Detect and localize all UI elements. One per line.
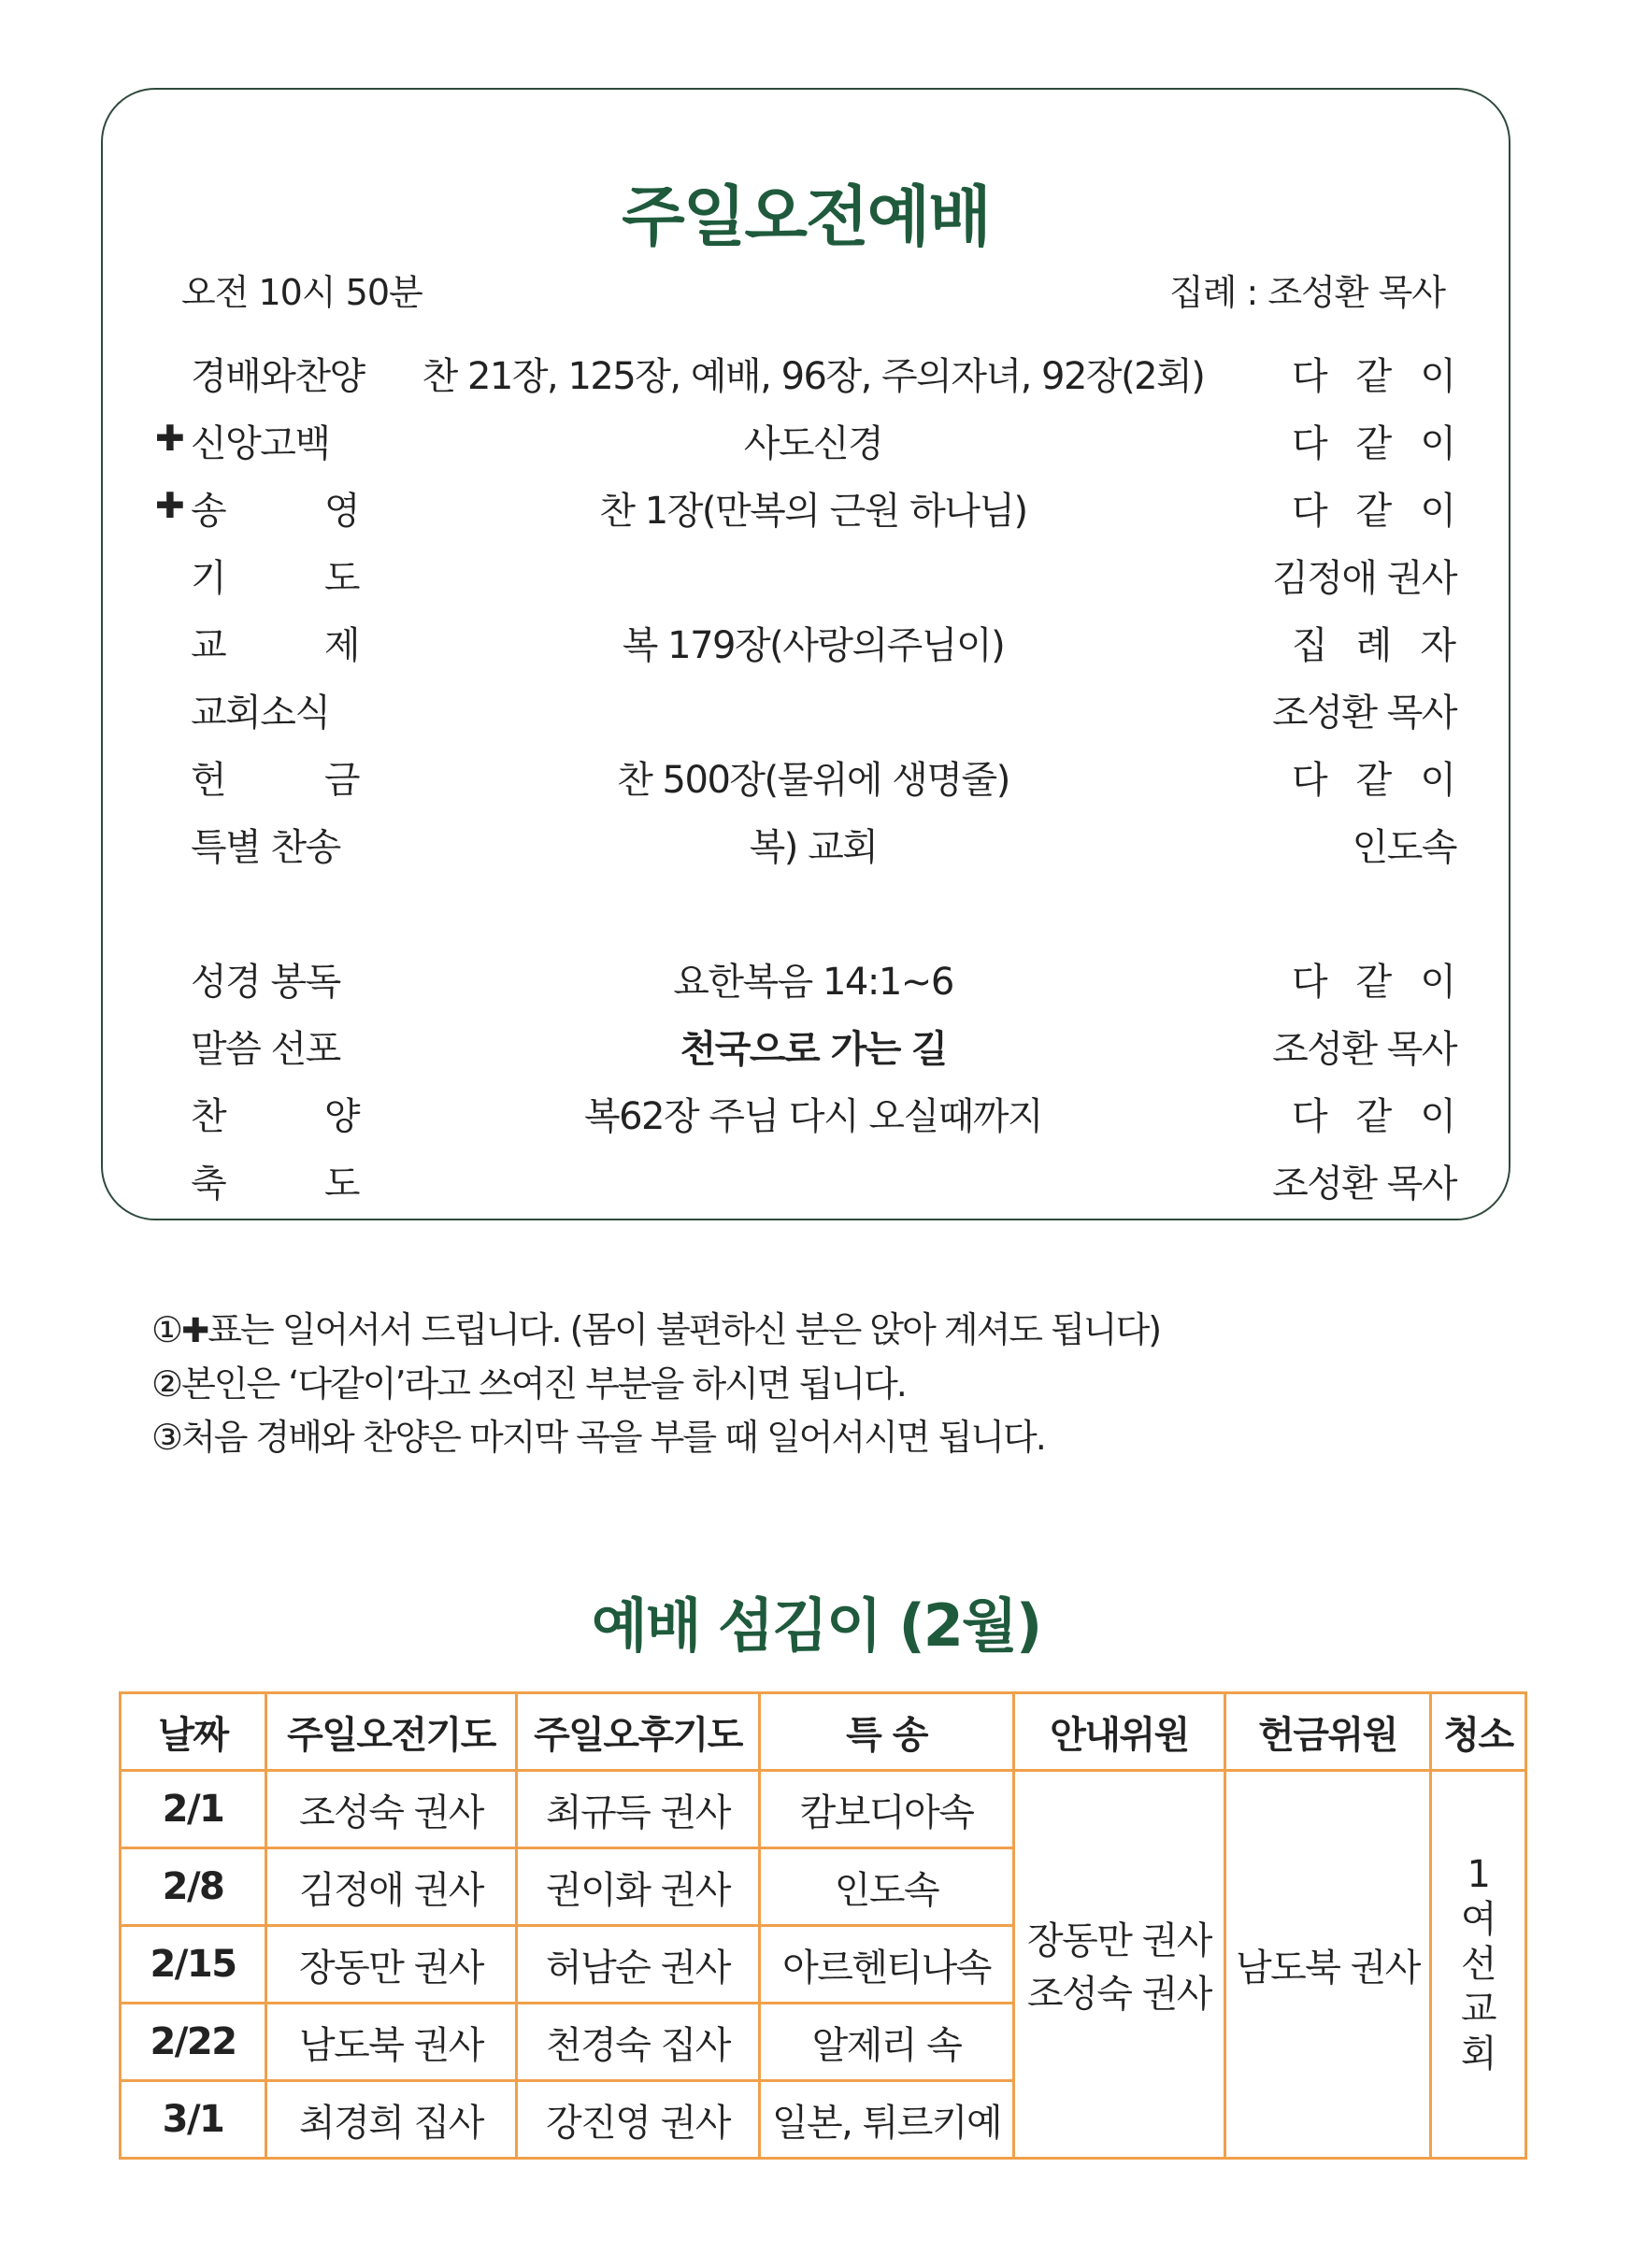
order-label: 교 제 <box>191 624 359 667</box>
special-song-cell: 일본, 튀르키예 <box>760 2081 1014 2159</box>
date-cell: 2/15 <box>121 1926 266 2004</box>
order-person: 다 같 이 <box>1292 422 1456 465</box>
afternoon-prayer-cell: 허남순 권사 <box>517 1926 760 2004</box>
order-label: 송 영 <box>191 490 359 533</box>
offering-cell: 남도북 권사 <box>1225 1771 1431 2159</box>
morning-prayer-cell: 조성숙 권사 <box>266 1771 517 1848</box>
order-label: 찬 양 <box>191 1095 359 1138</box>
order-content: 사도신경 <box>743 422 883 465</box>
sermon-title: 천국으로 가는 길 <box>680 1028 947 1071</box>
order-row-creed <box>103 414 1509 470</box>
order-row-offering <box>103 750 1509 806</box>
service-notes <box>151 1304 1160 1464</box>
order-person: 조성환 목사 <box>1272 1028 1456 1071</box>
order-content: 복 179장(사랑의주님이) <box>622 624 1005 667</box>
order-person: 조성환 목사 <box>1272 692 1456 735</box>
cross-icon: ✚ <box>181 1312 208 1350</box>
order-person: 집 례 자 <box>1292 624 1456 667</box>
order-content: 찬 21장, 125장, 예배, 96장, 주의자녀, 92장(2회) <box>422 355 1205 398</box>
service-leader: 집례 : 조성환 목사 <box>1169 272 1445 313</box>
note-2: ②본인은 ‘다같이’라고 쓰여진 부분을 하시면 됩니다. <box>151 1363 906 1405</box>
service-title: 주일오전예배 <box>622 178 990 255</box>
header-offering: 헌금위원 <box>1225 1693 1431 1771</box>
order-row-scripture <box>103 952 1509 1008</box>
order-label: 경배와찬양 <box>191 355 365 398</box>
afternoon-prayer-cell: 최규득 권사 <box>517 1771 760 1848</box>
order-person: 다 같 이 <box>1292 490 1456 533</box>
order-content: 복) 교회 <box>749 826 878 869</box>
date-cell: 2/8 <box>121 1848 266 1926</box>
order-row-doxology <box>103 481 1509 537</box>
cross-icon: ✚ <box>155 485 184 526</box>
afternoon-prayer-cell: 강진영 권사 <box>517 2081 760 2159</box>
header-ushers: 안내위원 <box>1014 1693 1225 1771</box>
cross-icon: ✚ <box>155 418 184 459</box>
order-content: 복62장 주님 다시 오실때까지 <box>583 1095 1043 1138</box>
order-row-benediction <box>103 1154 1509 1210</box>
order-label: 기 도 <box>191 557 359 600</box>
order-content: 요한복음 14:1~6 <box>673 961 953 1004</box>
roster-header-row <box>121 1693 1526 1771</box>
service-order-box <box>101 88 1510 1220</box>
date-cell: 2/1 <box>121 1771 266 1848</box>
roster-title: 예배 섬김이 (2월) <box>591 1591 1041 1660</box>
roster-table <box>119 1691 1527 2160</box>
order-person: 다 같 이 <box>1292 355 1456 398</box>
note-3: ③처음 경배와 찬양은 마지막 곡을 부를 때 일어서시면 됩니다. <box>151 1417 1045 1458</box>
table-row <box>121 1771 1526 1848</box>
order-person: 조성환 목사 <box>1272 1163 1456 1205</box>
order-row-special-hymn <box>103 818 1509 874</box>
order-label: 신앙고백 <box>191 422 330 465</box>
special-song-cell: 아르헨티나속 <box>760 1926 1014 2004</box>
order-label: 축 도 <box>191 1163 359 1205</box>
header-morning-prayer: 주일오전기도 <box>266 1693 517 1771</box>
order-row-worship <box>103 347 1509 403</box>
morning-prayer-cell: 최경희 집사 <box>266 2081 517 2159</box>
note-1: ①✚표는 일어서서 드립니다. (몸이 불편하신 분은 앉아 계셔도 됩니다) <box>151 1309 1161 1350</box>
ushers-cell: 장동만 권사 조성숙 권사 <box>1014 1771 1225 2159</box>
header-date: 날짜 <box>121 1693 266 1771</box>
header-afternoon-prayer: 주일오후기도 <box>517 1693 760 1771</box>
order-label: 헌 금 <box>191 759 359 802</box>
order-row-news <box>103 683 1509 739</box>
header-cleaning: 청소 <box>1431 1693 1526 1771</box>
date-cell: 3/1 <box>121 2081 266 2159</box>
order-row-prayer <box>103 549 1509 605</box>
afternoon-prayer-cell: 천경숙 집사 <box>517 2004 760 2081</box>
date-cell: 2/22 <box>121 2004 266 2081</box>
order-person: 다 같 이 <box>1292 759 1456 802</box>
order-label: 성경 봉독 <box>191 961 340 1004</box>
service-time: 오전 10시 50분 <box>181 272 422 313</box>
order-row-fellowship <box>103 616 1509 672</box>
special-song-cell: 캄보디아속 <box>760 1771 1014 1848</box>
special-song-cell: 인도속 <box>760 1848 1014 1926</box>
special-song-cell: 알제리 속 <box>760 2004 1014 2081</box>
morning-prayer-cell: 남도북 권사 <box>266 2004 517 2081</box>
order-person: 인도속 <box>1352 826 1456 869</box>
order-content: 찬 1장(만복의 근원 하나님) <box>599 490 1027 533</box>
order-label: 특별 찬송 <box>191 826 340 869</box>
order-person: 다 같 이 <box>1292 1095 1456 1138</box>
afternoon-prayer-cell: 권이화 권사 <box>517 1848 760 1926</box>
morning-prayer-cell: 장동만 권사 <box>266 1926 517 2004</box>
order-row-sermon <box>103 1020 1509 1076</box>
order-person: 다 같 이 <box>1292 961 1456 1004</box>
order-label: 교회소식 <box>191 692 330 735</box>
cleaning-cell: 1 여 선 교 회 <box>1431 1771 1526 2159</box>
order-content: 찬 500장(물위에 생명줄) <box>617 759 1009 802</box>
header-special-song: 특 송 <box>760 1693 1014 1771</box>
order-label: 말씀 선포 <box>191 1028 340 1071</box>
morning-prayer-cell: 김정애 권사 <box>266 1848 517 1926</box>
order-person: 김정애 권사 <box>1272 557 1456 600</box>
order-row-praise <box>103 1087 1509 1143</box>
